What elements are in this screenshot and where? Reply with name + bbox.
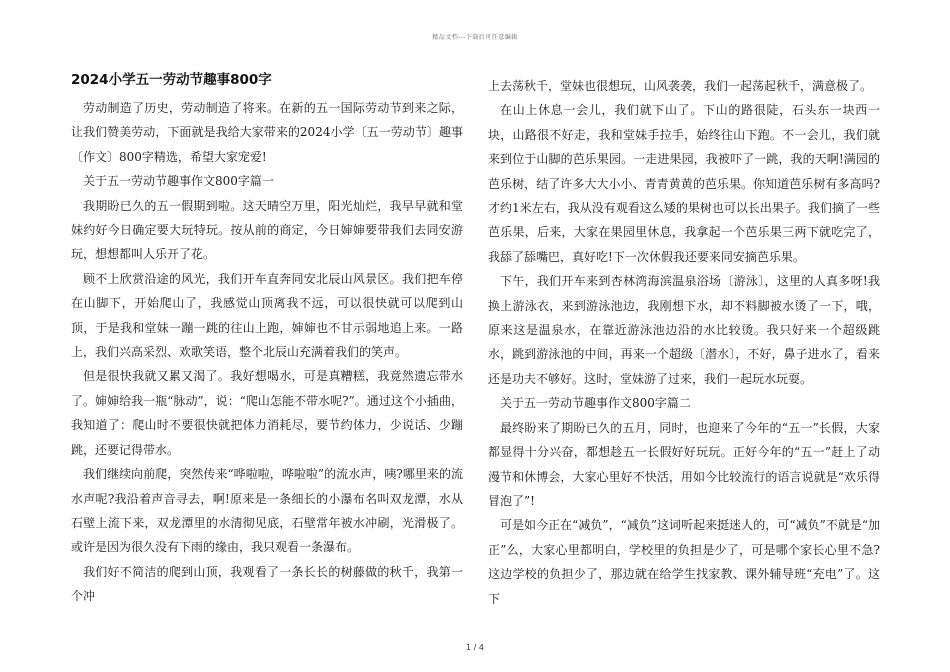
paragraph: 我们继续向前爬，突然传来“哗啦啦，哗啦啦”的流水声，咦?哪里来的流水声呢?我沿着声音寻去，啊!原来是一条细长的小瀑布名叫双龙潭，水从石壁上流下来，双龙潭里的水清彻见底，石壁常年被水冲刷，光滑极了。或许是因为很久没有下雨的缘由，我只观看一条瀑布。: [71, 467, 463, 555]
document-title: 2024小学五一劳动节趣事800字: [71, 72, 272, 88]
right-column: [488, 74, 880, 611]
page-number: 1 / 4: [466, 643, 484, 652]
paragraph: 下午，我们开车来到杏林湾海滨温泉浴场〔游泳〕，这里的人真多呀!我换上游泳衣，来到游泳池边，我刚想下水，却不料脚被水烫了一下，哦，原来这是温泉水，在靠近游泳池边沿的水比较烫。我只好来一个超级跳水，跳到游泳池的中间，再来一个超级〔潜水〕，不好，鼻子进水了，看来还是功夫不够好。这时，堂妹游了过来，我们一起玩水玩耍。: [488, 274, 880, 386]
paragraph: 但是很快我就又累又渴了。我好想喝水，可是真糟糕，我竟然遗忘带水了。婶婶给我一瓶“脉动”，说：“爬山怎能不带水呢?”。通过这个小插曲，我知道了：爬山时不要很快就把体力消耗尽，要节约体力，少说话、少蹦跳，还要记得带水。: [71, 369, 463, 457]
paragraph: 劳动制造了历史，劳动制造了将来。在新的五一国际劳动节到来之际，让我们赞美劳动，下面就是我给大家带来的2024小学〔五一劳动节〕趣事〔作文〕800字精选，希望大家宠爱!: [71, 101, 463, 164]
section-heading: 关于五一劳动节趣事作文800字篇一: [83, 174, 274, 189]
paragraph: 顾不上欣赏沿途的风光，我们开车直奔同安北辰山风景区。我们把车停在山脚下，开始爬山了，我感觉山顶离我不远，可以很快就可以爬到山顶，于是我和堂妹一蹦一跳的往山上跑，婶婶也不甘示弱地追上来。一路上，我们兴高采烈、欢歌笑语，整个北辰山充满着我们的笑声。: [71, 271, 463, 360]
section-heading: 关于五一劳动节趣事作文800字篇二: [500, 396, 691, 411]
left-column: [71, 70, 463, 609]
paragraph-continuation: 上去荡秋千，堂妹也很想玩，山风袭袭，我们一起荡起秋千，满意极了。: [488, 79, 873, 93]
paragraph: 我们好不简洁的爬到山顶，我观看了一条长长的树藤做的秋千，我第一个冲: [71, 564, 463, 604]
paragraph: 可是如今正在“减负”，“减负”这词听起来挺迷人的，可“减负”不就是“加正”么，大家心里都明白，学校里的负担是少了，可是哪个家长心里不急?这边学校的负担少了，那边就在给学生找家教、课外辅导班“充电”了。这下: [488, 518, 880, 606]
running-header: 精品文档---下载后可任意编辑: [432, 34, 518, 41]
paragraph: 我期盼已久的五一假期到啦。这天晴空万里，阳光灿烂，我早早就和堂妹约好今日确定要大玩特玩。按从前的商定，今日婶婶要带我们去同安游玩，想想都叫人乐开了花。: [71, 198, 463, 262]
paragraph: 最终盼来了期盼已久的五月，同时，也迎来了今年的“五一”长假，大家都显得十分兴奋，都想趁五一长假好好玩玩。正好今年的“五一”赶上了动漫节和休博会，大家心里好不快活，用如今比较流行的语言说就是“欢乐得冒泡了”!: [488, 420, 880, 508]
paragraph: 在山上休息一会儿，我们就下山了。下山的路很陡，石头东一块西一块，山路很不好走，我和堂妹手拉手，始终往山下跑。不一会儿，我们就来到位于山脚的芭乐果园。一走进果园，我被吓了一跳，我的天啊!满园的芭乐树，结了许多大大小小、青青黄黄的芭乐果。你知道芭乐树有多高吗?才约1米左右，我从没有观看这么矮的果树也可以长出果子。我们摘了一些芭乐果，后来，大家在果园里休息，我拿起一个芭乐果三两下就吃完了，我舔了舔嘴巴，真好吃!下一次休假我还要来同安摘芭乐果。: [488, 103, 880, 264]
